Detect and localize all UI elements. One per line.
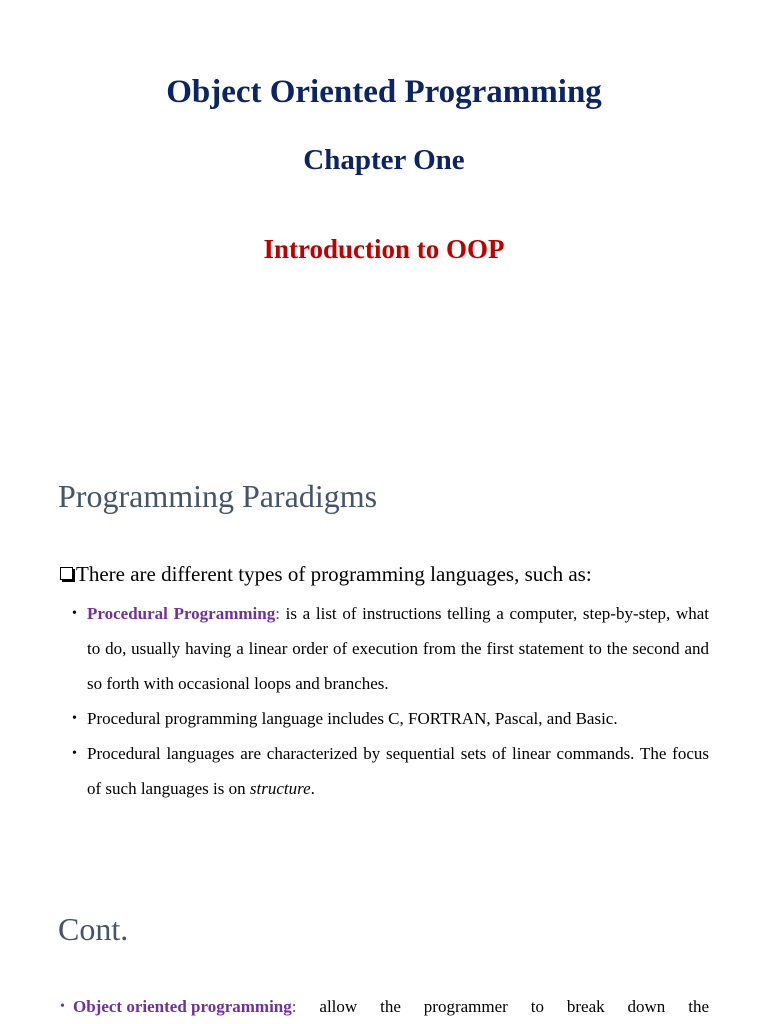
oop-word: break [566, 997, 605, 1016]
section-heading-cont: Cont. [58, 911, 129, 947]
term-label: Procedural Programming [87, 604, 276, 623]
chapter-title: Chapter One [303, 144, 465, 176]
term-label: Object oriented programming [73, 997, 292, 1016]
oop-word: down [627, 997, 666, 1016]
oop-term-group [73, 989, 297, 1024]
slide-title: Object Oriented Programming [166, 74, 602, 110]
list-item [60, 989, 709, 1024]
term-colon: : [275, 604, 280, 623]
emphasis-text: structure [249, 779, 311, 798]
oop-word: allow [319, 997, 358, 1016]
oop-word: programmer [423, 997, 508, 1016]
bullet-dot-icon: • [60, 999, 65, 1014]
oop-word: the [688, 997, 709, 1016]
bullet-text: Procedural languages are characterized by sequential sets of linear commands. The focus of such languages is on [87, 744, 709, 798]
paradigm-bullet-list [72, 596, 709, 806]
bullet-text: is a list of instructions telling a computer, step-by-step, what to do, usually having a linear order of execution from the first statement to the second and so forth with occasional loops and branches. [87, 604, 709, 693]
bullet-dot-icon: • [72, 746, 77, 761]
oop-word: to [530, 997, 544, 1016]
chapter-subtitle: Introduction to OOP [263, 234, 505, 264]
intro-text: There are different types of programming languages, such as: [76, 562, 592, 586]
term-colon: : [291, 997, 297, 1016]
checkbox-bullet-icon [60, 567, 73, 580]
oop-line [73, 989, 709, 1024]
section-heading-paradigms: Programming Paradigms [58, 478, 378, 514]
list-item [72, 736, 709, 806]
oop-word: the [380, 997, 401, 1016]
oop-bullet-list [60, 989, 709, 1024]
intro-statement [60, 559, 592, 589]
bullet-dot-icon: • [72, 711, 77, 726]
bullet-text-end: . [310, 779, 315, 798]
bullet-dot-icon: • [72, 606, 77, 621]
list-item [72, 701, 709, 736]
bullet-text: Procedural programming language includes C, FORTRAN, Pascal, and Basic. [87, 709, 618, 728]
list-item [72, 596, 709, 701]
